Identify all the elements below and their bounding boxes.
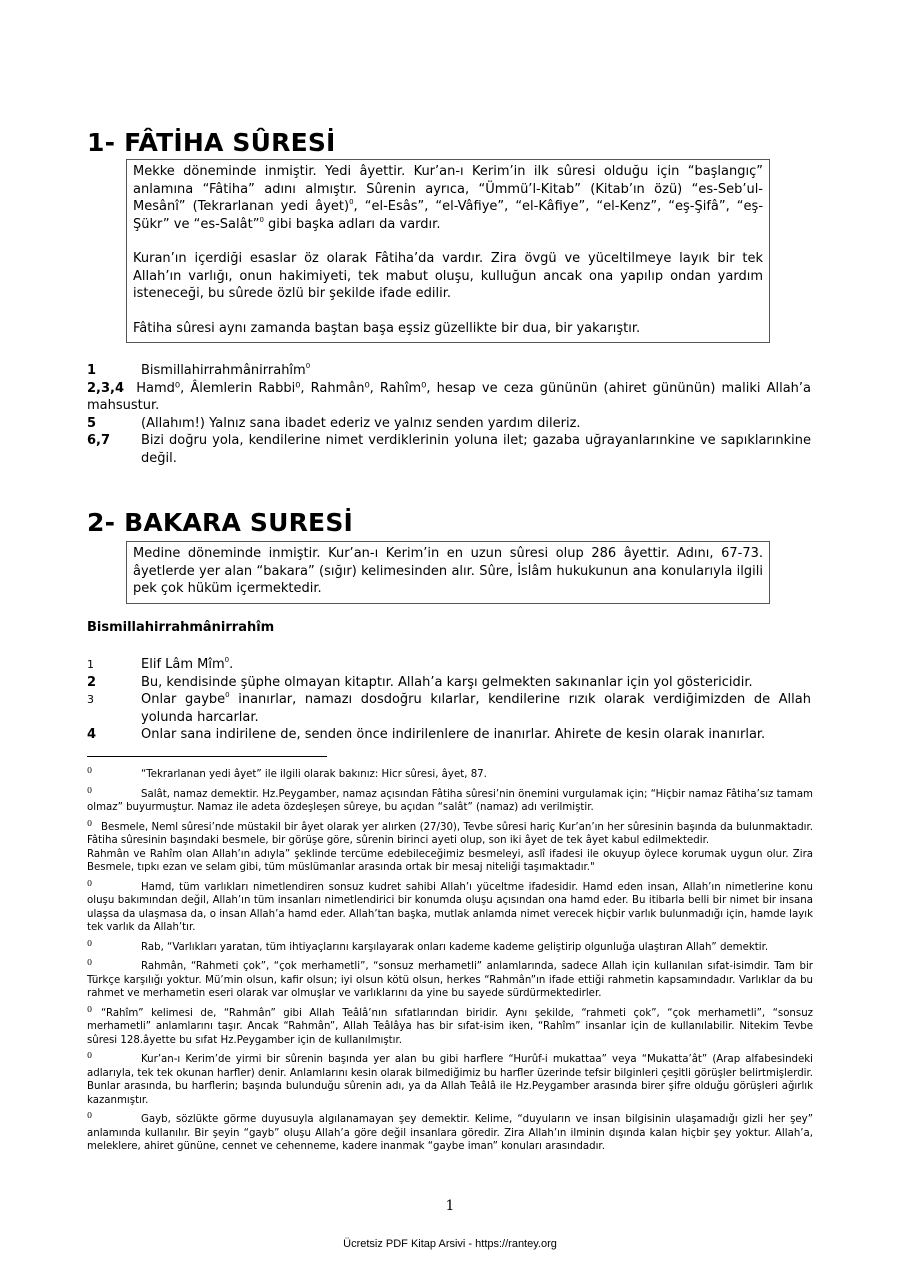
- verse-list-fatiha: [87, 362, 811, 467]
- intro-paragraph: Medine döneminde inmiştir. Kur’an-ı Kerim’in en uzun sûresi olup 286 âyettir. Adını, 67-73. âyetlerde yer alan “bakara” (sığır) kelimesinden alır. Sûre, İslâm hukukunun ana konularıyla ilgili pek çok hüküm içermektedir.: [133, 546, 763, 596]
- verse-text: Onlar gaybe$^0$ inanırlar, namazı dosdoğru kılarlar, kendilerine rızık olarak verdiğimizden de Allah yolunda harcarlar.: [141, 691, 811, 725]
- footnote: 0 Hamd, tüm varlıkları nimetlendiren sonsuz kudret sahibi Allah’ı yüceltme ifadesidir. Hamd eden insan, Allah’ın nimetlerine konu oluşu bakımından değil, Allah’ın tüm insanları nimetlendirici bir konumda oluşu açısından ona hamd eder. Bu itibarla belli bir nimet bir insana ulaşsa da ulaşmasa da, o insan Allah’a hamd eder. Allah’tan başka, mutlak anlamda nimet verecek hiçbir varlık bulunmadığı için, hamde layık tek varlık da Allah’tır.: [87, 878, 813, 933]
- verse-list-bakara: [87, 656, 811, 744]
- footnote: 0 Gayb, sözlükte görme duyusuyla algılanamayan şey demektir. Kelime, “duyuların ve insan bilgisinin ulaşamadığı gizli her şey” anlamında kullanılır. Bir şeyin “gayb” oluşu Allah’a göre değil insanlara göredir. Zira Allah’ın ilminin dışında kalan hiçbir şey yoktur. Allah’a, meleklere, ahiret gününe, cennet ve cehenneme, kadere inanmak “gaybe iman” konuları arasındadır.: [87, 1111, 813, 1152]
- verse: [87, 691, 811, 726]
- footnote: 0 “Rahîm” kelimesi de, “Rahmân” gibi Allah Teâlâ’nın sıfatlarından biridir. Aynı şekilde, “rahmeti çok”, “çok merhametli”, “sonsuz merhametli” anlamlarını taşır. Ancak “Rahmân”, Allah Teâlâya has bir sıfat-isim iken, “Rahîm” insanlar için de kullanılabilir. Nitekim Tevbe sûresi 128.âyette bu sıfat Hz.Peygamber için de kullanılmıştır.: [87, 1004, 813, 1046]
- verse-number: 4: [87, 727, 97, 742]
- footnotes: [87, 764, 813, 1154]
- footnote: 0 Rahmân, “Rahmeti çok”, “çok merhametli”, “sonsuz merhametli” anlamlarında, sadece Allah için kullanılan sıfat-isimdir. Tam bir Türkçe karşılığı yoktur. Mü’min olsun, kafir olsun; iyi olsun kötü olsun, herkes “Rahmân”ın ifade ettiği rahmetin kapsamındadır. Varlıklar da bu rahmet ve merhametin eseri olarak var olmuşlar ve varlıklarını da yine bu sayede sürdürmektedirler.: [87, 958, 813, 999]
- verse: [87, 726, 811, 744]
- verse-text: Bismillahirrahmânirrahîm$^0$: [141, 362, 311, 378]
- footnote: 0 Kur’an-ı Kerim’de yirmi bir sûrenin başında yer alan bu gibi harflere “Hurûf-i mukattaa” veya “Mukatta’ât” (Arap alfabesindeki adlarıyla, tek tek okunan harfler) denir. Anlamlarını kesin olarak bilmediğimiz bu harfler üzerinde tefsir bilginleri çeşitli görüşler belirtmişlerdir. Bunlar arasında, bu harflerin; başında bulunduğu sûrenin adı, ya da Allah Teâlâ ile Hz.Peygamber arasında birer şifre olduğu görüşleri ağırlık kazanmıştır.: [87, 1051, 813, 1106]
- intro-paragraph: Mekke döneminde inmiştir. Yedi âyettir. Kur’an-ı Kerim’in ilk sûresi olduğu için “başlangıç” anlamına “Fâtiha” adını almıştır. Sûrenin ayrıca, “Ümmü’l-Kitab” (Kitab’ın özü) “es-Seb’ul-Mesânî” (Tekrarlanan yedi âyet)$^0$, “el-Esâs”, “el-Vâfiye”, “el-Kâfiye”, “el-Kenz”, “eş-Şifâ”, “eş-Şükr” ve “es-Salât”$^0$ gibi başka adları da vardır.: [133, 164, 764, 232]
- intro-box-bakara: [126, 541, 770, 604]
- verse: [87, 656, 811, 674]
- footnote: 0 Salât, namaz demektir. Hz.Peygamber, namaz açısından Fâtiha sûresi’nin önemini vurgulamak için; “Hiçbir namaz Fâtiha’sız tamam olmaz” buyurmuştur. Namaz ile adeta özdeşleşen sûreye, bu açıdan “salât” (namaz) adı verilmiştir.: [87, 785, 813, 813]
- intro-paragraph: Kuran’ın içerdiği esaslar öz olarak Fâtiha’da vardır. Zira övgü ve yüceltilmeye layık bir tek Allah’ın varlığı, onun hakimiyeti, tek mabut oluşu, kulluğun ancak ona yapılıp ondan yardım isteneceği, bu sûrede özlü bir şekilde ifade edilir.: [133, 251, 763, 301]
- basmala-heading: Bismillahirrahmânirrahîm: [87, 620, 275, 635]
- verse: [87, 362, 811, 380]
- verse-number: 3: [87, 693, 94, 706]
- verse-text: Hamd⁰, Âlemlerin Rabbi⁰, Rahmân⁰, Rahîm⁰, hesap ve ceza gününün (ahiret gününün) maliki Allah’a mahsustur.: [87, 380, 812, 413]
- section-title-fatiha: 1- FÂTİHA SÛRESİ: [87, 128, 336, 157]
- verse-text: Elif Lâm Mîm$^0$.: [141, 656, 234, 672]
- verse-number: 5: [87, 415, 97, 431]
- footnote: 0 Besmele, Neml sûresi’nde müstakil bir âyet olarak yer alırken (27/30), Tevbe sûresi hariç Kur’an’ın her sûresinin başında da bulunmaktadır. Fâtiha sûresinin başındaki besmele, bir görüşe göre, sûrenin birinci ayeti olup, son iki âyet de tek âyet kabul edilmektedir.: [87, 818, 813, 846]
- footer-text: Ücretsiz PDF Kitap Arsivi - https://rantey.org: [343, 1238, 557, 1250]
- section-title-bakara: 2- BAKARA SURESİ: [87, 508, 354, 537]
- verse-text: Bu, kendisinde şüphe olmayan kitaptır. Allah’a karşı gelmekten sakınanlar için yol göstericidir.: [141, 674, 753, 690]
- intro-box-fatiha: [126, 159, 770, 343]
- verse-number: 2,3,4: [87, 380, 125, 396]
- intro-paragraph: Fâtiha sûresi aynı zamanda baştan başa eşsiz güzellikte bir dua, bir yakarıştır.: [133, 320, 641, 336]
- verse-number: 1: [87, 658, 94, 671]
- verse-number: 6,7: [87, 433, 111, 448]
- verse-text: Onlar sana indirilene de, senden önce indirilenlere de inanırlar. Ahirete de kesin olarak inanırlar.: [141, 727, 766, 742]
- footnote-continuation: Rahmân ve Rahîm olan Allah’ın adıyla” şeklinde tercüme edebileceğimiz besmeleyi, aslî ifadesi ile okuyup öylece korumak uygun olur. Zira Besmele, tıpkı ezan ve selam gibi, tüm müslümanlar arasında ortak bir mesaj niteliği taşımaktadır.": [87, 848, 813, 873]
- verse: [87, 415, 811, 433]
- page-number: 1: [445, 1198, 455, 1214]
- verse: [87, 674, 811, 692]
- verse-number: 1: [87, 363, 97, 378]
- verse-text: Bizi doğru yola, kendilerine nimet verdiklerinin yoluna ilet; gazaba uğrayanlarınkine ve sapıklarınkine değil.: [141, 433, 811, 466]
- footnote-separator: [87, 756, 327, 757]
- footnote: 0 “Tekrarlanan yedi âyet” ile ilgili olarak bakınız: Hicr sûresi, âyet, 87.: [87, 766, 487, 780]
- verse: [87, 380, 811, 415]
- footnote: 0 Rab, “Varlıkları yaratan, tüm ihtiyaçlarını karşılayarak onları kademe kademe geliştirip olgunluğa ulaştıran Allah” demektir.: [87, 938, 769, 953]
- verse-number: 2: [87, 674, 97, 690]
- verse-text: (Allahım!) Yalnız sana ibadet ederiz ve yalnız senden yardım dileriz.: [141, 415, 581, 431]
- verse: [87, 432, 811, 467]
